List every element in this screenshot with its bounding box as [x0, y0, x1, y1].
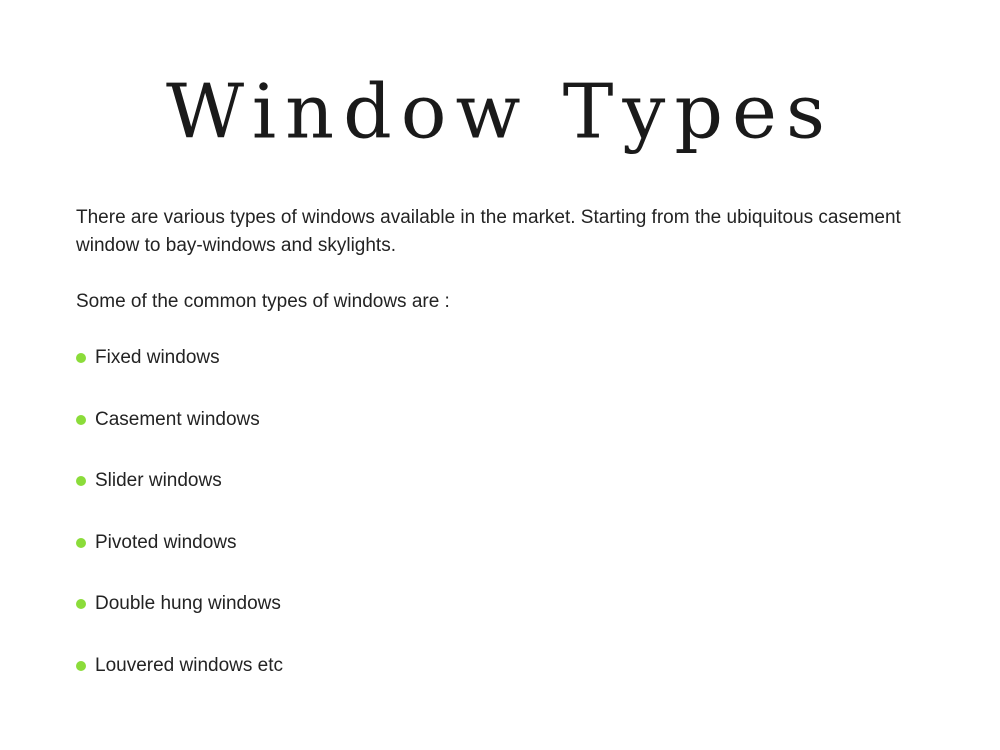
- bullet-dot-icon: [76, 661, 86, 671]
- list-item: [76, 406, 283, 468]
- list-item: [76, 652, 283, 714]
- bullet-dot-icon: [76, 415, 86, 425]
- bullet-dot-icon: [76, 538, 86, 548]
- list-item-label: Double hung windows: [95, 593, 281, 614]
- list-item: [76, 467, 283, 529]
- window-types-list: [76, 344, 283, 713]
- bullet-dot-icon: [76, 353, 86, 363]
- list-item-label: Slider windows: [95, 470, 222, 491]
- list-lead-text: Some of the common types of windows are :: [76, 291, 450, 312]
- intro-paragraph: There are various types of windows available in the market. Starting from the ubiquitous casement window to bay-windows and skylights.: [76, 207, 901, 256]
- bullet-dot-icon: [76, 476, 86, 486]
- list-item: [76, 590, 283, 652]
- list-item-label: Fixed windows: [95, 347, 220, 368]
- slide-title-text: Window Types: [166, 67, 834, 156]
- list-item-label: Pivoted windows: [95, 531, 237, 553]
- list-item: [76, 344, 283, 406]
- slide-title: [0, 66, 1000, 157]
- bullet-dot-icon: [76, 599, 86, 609]
- list-item: [76, 529, 283, 591]
- list-item-label: Casement windows: [95, 408, 260, 430]
- list-item-label: Louvered windows etc: [95, 654, 283, 676]
